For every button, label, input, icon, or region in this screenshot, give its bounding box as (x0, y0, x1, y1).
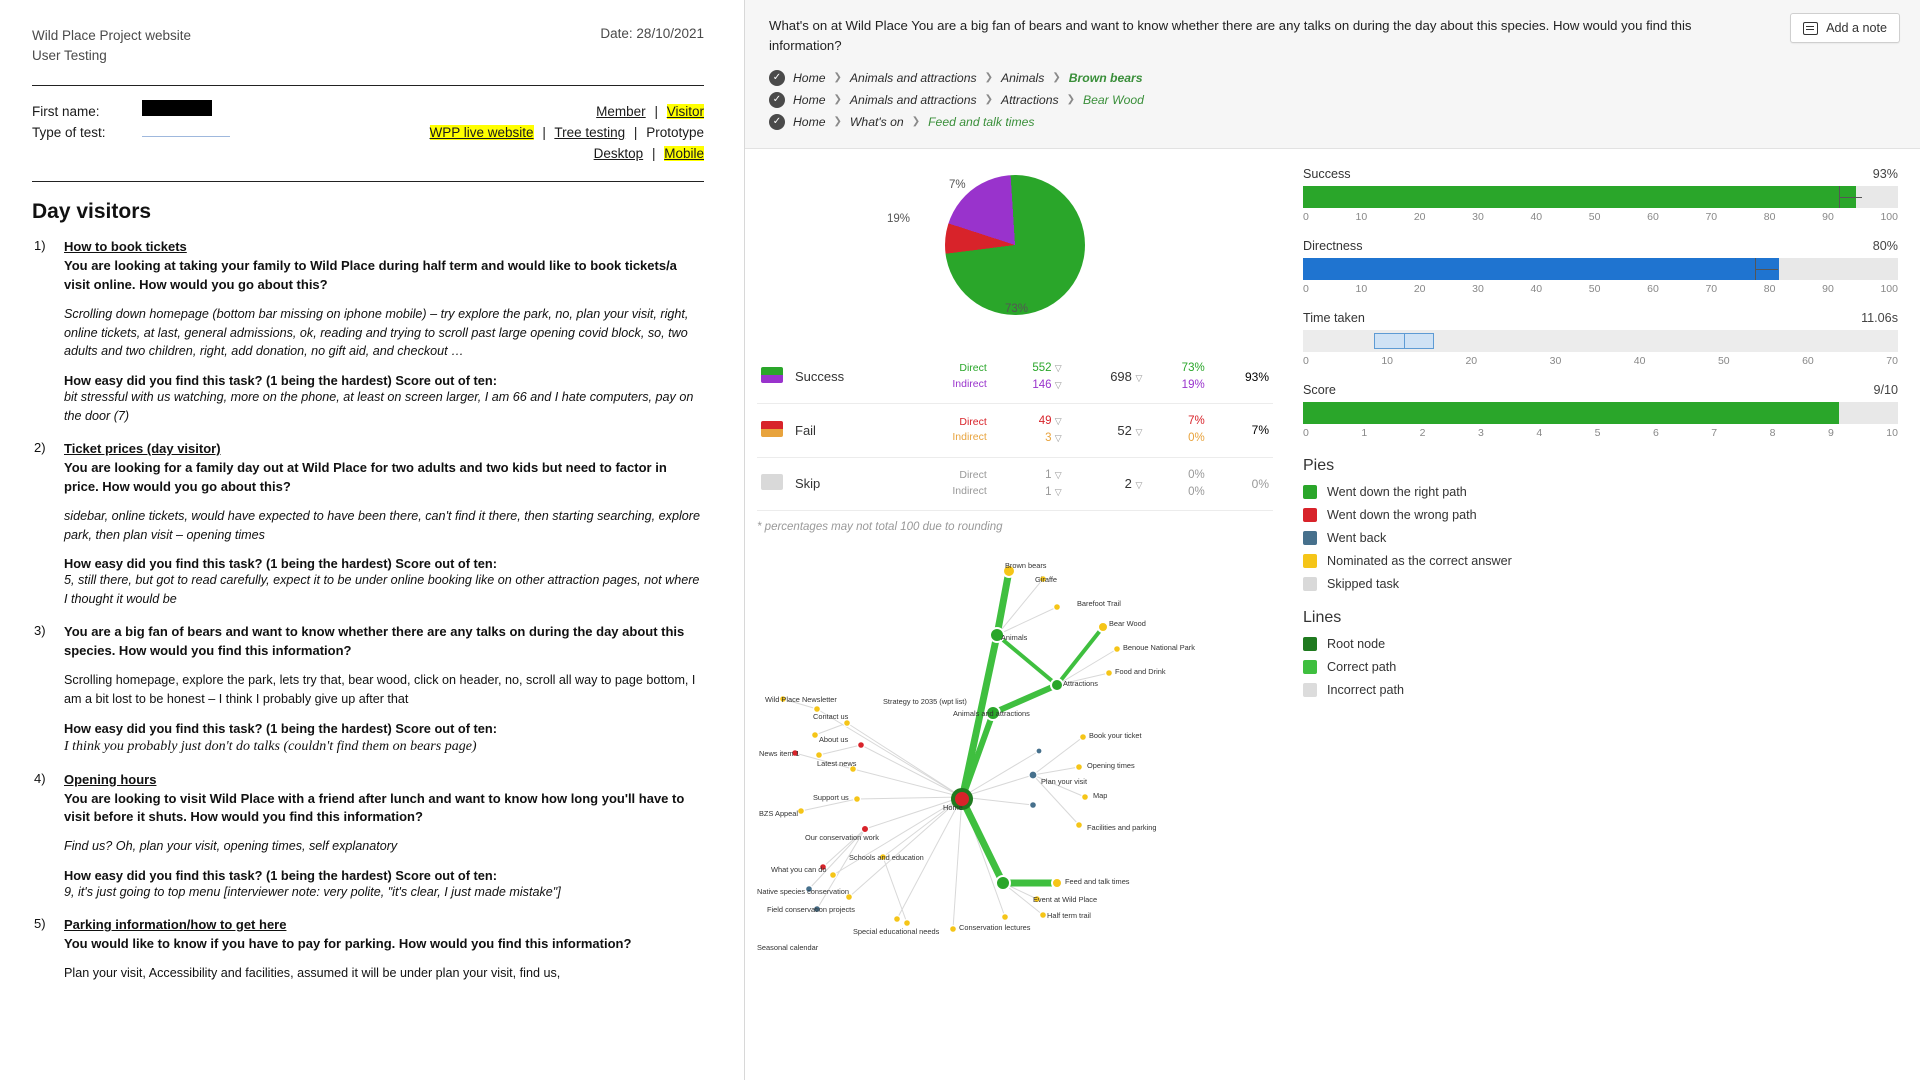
legend-label: Root node (1327, 636, 1386, 651)
task-number: 4) (34, 770, 46, 786)
crumb-home: Home (793, 92, 826, 107)
check-icon: ✓ (769, 70, 785, 86)
metric-bar-fill (1303, 258, 1779, 280)
metric-score (1303, 383, 1898, 439)
task-question: You would like to know if you have to pay for parking. How would you find this information? (64, 935, 632, 951)
legend-label: Went down the right path (1327, 484, 1467, 499)
axis-tick: 0 (1303, 282, 1309, 295)
axis-tick: 3 (1477, 426, 1484, 439)
first-name-label: First name: (32, 104, 100, 120)
document-subtitle: User Testing (32, 47, 107, 63)
document-header (32, 26, 704, 65)
axis-tick: 60 (1647, 282, 1659, 295)
legend-item (1303, 485, 1898, 499)
tree-node-label: Wild Place Newsletter (765, 695, 837, 705)
metric-bar-fill (1303, 186, 1856, 208)
crumb-level3: Attractions (1000, 92, 1059, 107)
tree-node-label: Support us (813, 793, 849, 803)
row-label: Skip (791, 457, 906, 511)
tree-node-label: News item 1 (759, 749, 800, 759)
tree-node-label: Animals and attractions (953, 709, 1030, 719)
legend-title-pies: Pies (1303, 456, 1335, 474)
crumb-destination: Brown bears (1068, 70, 1143, 85)
tree-node-label: Food and Drink (1115, 667, 1166, 677)
device-options (594, 146, 704, 161)
legend-label: Went down the wrong path (1327, 507, 1477, 522)
task-item (32, 771, 704, 902)
task-answer: Find us? Oh, plan your visit, opening times, self explanatory (64, 839, 398, 854)
tree-node-label: Facilities and parking (1087, 823, 1157, 833)
task-title-wrap (64, 440, 704, 497)
direct-label: Direct (959, 415, 987, 428)
axis-tick: 7 (1711, 426, 1718, 439)
tree-node-label: Our conservation work (805, 833, 879, 843)
axis-tick: 20 (1413, 210, 1426, 223)
total-count: 52 (1117, 422, 1132, 438)
direct-indirect-counts (991, 457, 1066, 511)
chevron-right-icon: ❯ (1066, 94, 1075, 106)
option-separator: | (651, 146, 656, 162)
direct-pct: 73% (1181, 361, 1205, 374)
axis-tick: 10 (1886, 426, 1898, 439)
total-count: 698 (1110, 369, 1132, 385)
task-ease-question: How easy did you find this task? (1 being the hardest) Score out of ten: (64, 373, 498, 389)
task-item (32, 916, 704, 983)
axis-tick: 100 (1880, 210, 1898, 223)
legend-item (1303, 683, 1898, 697)
option-mobile: Mobile (664, 146, 704, 162)
crumb-level2: Animals and attractions (849, 70, 977, 85)
document-date: Date: 28/10/2021 (600, 26, 704, 41)
direct-indirect-labels (906, 457, 991, 511)
percent-cell (1146, 351, 1208, 404)
axis-tick: 0 (1303, 354, 1309, 367)
task-answer: Scrolling down homepage (bottom bar missing on iphone mobile) – try explore the park, no, plan your visit, right, online tickets, at last, general admissions, ok, reading and trying to scroll past large opening covid block, so, two adults and two children, right, add donation, no gift aid, and checkout … (64, 306, 689, 359)
metric-axis (1303, 283, 1898, 295)
chevron-right-icon: ❯ (911, 116, 921, 128)
total-pct: 7% (1209, 404, 1273, 458)
metric-label: Directness (1303, 238, 1363, 253)
device-label-spacer (32, 146, 142, 161)
tree-node-label: Seasonal calendar (757, 943, 819, 953)
total-pct: 93% (1209, 351, 1273, 404)
tree-node-label: Native species conservation (757, 887, 850, 897)
metric-confidence-whisker (1755, 258, 1756, 280)
option-prototype: Prototype (646, 125, 704, 141)
option-member: Member (596, 104, 646, 120)
axis-tick: 10 (1355, 210, 1368, 223)
total-count-cell (1066, 404, 1147, 458)
legend-swatch-success (761, 367, 783, 383)
task-ease-question: How easy did you find this task? (1 being the hardest) Score out of ten: (64, 868, 498, 884)
metric-value: 80% (1872, 238, 1898, 253)
task-ease-answer: I think you probably just don't do talks (couldn't find them on bears page) (64, 738, 477, 754)
total-count-cell (1066, 457, 1147, 511)
direct-indirect-labels (906, 351, 991, 404)
tree-node-label: Attractions (1063, 679, 1098, 689)
tree-node-label: Feed and talk times (1065, 877, 1130, 887)
type-of-test-row (32, 125, 704, 140)
task-title-wrap (64, 771, 704, 828)
task-title-wrap (64, 238, 704, 295)
metric-bar (1303, 402, 1898, 424)
direct-label: Direct (959, 469, 987, 482)
type-of-test-label: Type of test: (32, 125, 106, 141)
legend-swatch-icon (1303, 660, 1317, 674)
tree-node-label: Special educational needs (853, 927, 940, 937)
indirect-label: Indirect (952, 431, 987, 444)
direct-indirect-labels (906, 404, 991, 458)
analysis-content (745, 149, 1920, 968)
legend-swatch-icon (1303, 577, 1317, 591)
note-icon (1803, 22, 1818, 35)
add-note-button[interactable] (1790, 13, 1900, 43)
axis-tick: 80 (1763, 282, 1776, 295)
filter-icon[interactable]: ▽ (1054, 486, 1062, 497)
task-item (32, 440, 704, 609)
total-count: 2 (1124, 476, 1132, 492)
option-wpp-live-website: WPP live website (429, 125, 534, 141)
table-row (757, 457, 1273, 511)
metric-axis (1303, 211, 1898, 223)
legend-label: Nominated as the correct answer (1327, 553, 1512, 568)
option-tree-testing: Tree testing (554, 125, 626, 141)
crumb-destination: Feed and talk times (928, 114, 1035, 129)
direct-pct: 7% (1188, 415, 1205, 428)
metric-time-taken (1303, 311, 1898, 367)
percent-cell (1146, 404, 1208, 458)
metric-label: Success (1303, 166, 1351, 181)
percent-cell (1146, 457, 1208, 511)
pie-label-wrong: 7% (949, 178, 966, 191)
filter-icon[interactable]: ▽ (1054, 416, 1062, 427)
indirect-pct: 0% (1188, 485, 1205, 498)
tree-node-label: Plan your visit (1041, 777, 1088, 787)
direct-indirect-counts (991, 404, 1066, 458)
task-question: You are looking to visit Wild Place with a friend after lunch and want to know how long you'll have to visit before it shuts. How would you find this information? (64, 790, 685, 825)
tree-node-label: Giraffe (1035, 575, 1058, 585)
axis-tick: 10 (1381, 354, 1393, 367)
legend-item (1303, 577, 1898, 591)
axis-tick: 0 (1303, 210, 1309, 223)
legend-item (1303, 508, 1898, 522)
tree-node-label: Home (943, 803, 963, 813)
indirect-count: 1 (1045, 485, 1052, 498)
axis-tick: 50 (1588, 210, 1601, 223)
legend-label: Incorrect path (1327, 682, 1405, 697)
row-label: Success (791, 351, 906, 404)
axis-tick: 30 (1472, 210, 1484, 223)
legend-swatch-icon (1303, 683, 1317, 697)
legend-label: Went back (1327, 530, 1387, 545)
legend-swatch-fail (761, 421, 783, 437)
direct-pct: 0% (1188, 468, 1205, 481)
crumb-level2: Animals and attractions (849, 92, 977, 107)
tree-node-label: Half term trail (1047, 911, 1091, 921)
direct-label: Direct (959, 362, 987, 375)
total-count-cell (1066, 351, 1147, 404)
direct-count: 552 (1032, 361, 1052, 374)
axis-tick: 10 (1355, 282, 1368, 295)
task-list (32, 238, 704, 982)
axis-tick: 5 (1594, 426, 1601, 439)
axis-tick: 100 (1880, 282, 1898, 295)
axis-tick: 40 (1530, 282, 1543, 295)
direct-count: 49 (1038, 415, 1052, 428)
axis-tick: 70 (1705, 210, 1718, 223)
task-ease-answer: bit stressful with us watching, more on the phone, at least on screen larger, I am 66 and I hate computers, pay on the door (7) (64, 390, 694, 424)
axis-tick: 20 (1413, 282, 1426, 295)
task-number: 5) (34, 915, 46, 931)
metric-success (1303, 167, 1898, 223)
chevron-right-icon: ❯ (833, 72, 842, 84)
metric-bar (1303, 186, 1898, 208)
axis-tick: 60 (1802, 354, 1814, 367)
indirect-label: Indirect (952, 484, 987, 497)
legend-item (1303, 660, 1898, 674)
path-row[interactable] (769, 70, 1896, 86)
membership-options (596, 104, 704, 119)
metric-label: Time taken (1303, 310, 1365, 325)
axis-tick: 80 (1763, 210, 1776, 223)
task-answer: Plan your visit, Accessibility and facilities, assumed it will be under plan your visit, find us, (64, 965, 561, 980)
task-number: 2) (34, 440, 46, 456)
tree-node-label: Event at Wild Place (1033, 895, 1098, 905)
task-item (32, 238, 704, 426)
metric-boxplot (1303, 330, 1898, 352)
tree-node-label: Bear Wood (1109, 619, 1146, 629)
filter-icon[interactable]: ▽ (1054, 379, 1062, 390)
filter-icon[interactable]: ▽ (1054, 433, 1062, 444)
metric-axis (1303, 427, 1898, 439)
tree-node-label: Barefoot Trail (1077, 599, 1121, 609)
axis-tick: 6 (1652, 426, 1659, 439)
crumb-level2: What's on (849, 114, 904, 129)
chevron-right-icon: ❯ (833, 116, 842, 128)
filter-icon[interactable]: ▽ (1135, 480, 1143, 491)
legend-swatch-icon (1303, 637, 1317, 651)
legend-swatch-icon (1303, 554, 1317, 568)
tree-node-label: Schools and education (849, 853, 924, 863)
tree-node-label: About us (819, 735, 849, 745)
tree-node-label: Strategy to 2035 (wpt list) (883, 697, 967, 707)
analysis-pane (745, 0, 1920, 1080)
metric-axis (1303, 355, 1898, 367)
indirect-count: 146 (1032, 378, 1052, 391)
metric-confidence-whisker (1839, 186, 1840, 208)
row-label: Fail (791, 404, 906, 458)
indirect-count: 3 (1045, 432, 1052, 445)
axis-tick: 90 (1822, 210, 1834, 223)
task-question: You are looking for a family day out at Wild Place for two adults and two kids but need to factor in price. How would you go about this? (64, 459, 667, 494)
task-answer: Scrolling homepage, explore the park, lets try that, bear wood, click on header, no, scroll all way to page bottom, I am a bit lost to be honest – I think I probably give up after that (64, 672, 696, 706)
total-pct: 0% (1209, 457, 1273, 511)
legend-swatch-icon (1303, 485, 1317, 499)
task-title-wrap (64, 916, 704, 954)
axis-tick: 8 (1769, 426, 1776, 439)
tree-node-label: Opening times (1087, 761, 1135, 771)
axis-tick: 50 (1588, 282, 1601, 295)
task-question: You are a big fan of bears and want to know whether there are any talks on during the day about this species. How would you find this information? (64, 624, 685, 659)
pie-label-right: 73% (1005, 302, 1029, 315)
task-number: 1) (34, 238, 46, 254)
axis-tick: 2 (1419, 426, 1426, 439)
redacted-name-field (142, 100, 212, 116)
task-prompt: What's on at Wild Place You are a big fan of bears and want to know whether there are any talks on during the day about this species. How would you find this information? (769, 18, 1692, 53)
results-column (745, 149, 1285, 968)
axis-tick: 30 (1549, 354, 1562, 367)
tree-node-label: What you can do (771, 865, 827, 875)
task-title: Parking information/how to get here (64, 916, 287, 932)
axis-tick: 1 (1361, 426, 1368, 439)
metric-directness (1303, 239, 1898, 295)
form-divider (32, 181, 704, 182)
tree-node-label: Animals (1001, 633, 1028, 643)
crumb-level3: Animals (1000, 70, 1045, 85)
pietree-svg (757, 537, 1297, 967)
metrics-column (1285, 149, 1920, 968)
legend-item (1303, 637, 1898, 651)
chevron-right-icon: ❯ (1052, 72, 1061, 84)
pie-label-indirect: 19% (887, 212, 911, 225)
option-separator: | (633, 125, 638, 141)
task-ease-question: How easy did you find this task? (1 being the hardest) Score out of ten: (64, 720, 498, 736)
path-row[interactable] (769, 114, 1896, 130)
axis-tick: 30 (1472, 282, 1484, 295)
option-separator: | (654, 104, 658, 120)
section-title: Day visitors (32, 200, 152, 224)
task-question: You are looking at taking your family to Wild Place during half term and would like to book tickets/a visit online. How would you go about this? (64, 257, 677, 292)
stats-footnote: * percentages may not total 100 due to rounding (757, 521, 1003, 534)
type-of-test-blank (142, 125, 230, 137)
axis-tick: 70 (1705, 282, 1718, 295)
axis-tick: 70 (1886, 354, 1898, 367)
task-ease-answer: 5, still there, but got to read carefully, expect it to be under online booking like on other attraction pages, not where I thought it would be (64, 573, 700, 607)
legend-item (1303, 554, 1898, 568)
legend-swatch-skip (761, 474, 783, 490)
metric-bar (1303, 258, 1898, 280)
filter-icon[interactable]: ▽ (1135, 426, 1143, 437)
tree-node-label: Field conservation projects (767, 905, 855, 915)
option-visitor: Visitor (666, 104, 704, 120)
document-title-block (32, 26, 191, 65)
option-separator: | (542, 125, 546, 141)
indirect-pct: 19% (1181, 378, 1205, 391)
test-type-options (430, 125, 704, 140)
axis-tick: 50 (1717, 354, 1730, 367)
task-ease-question: How easy did you find this task? (1 being the hardest) Score out of ten: (64, 556, 498, 572)
first-name-row (32, 100, 704, 119)
legend-title-lines: Lines (1303, 608, 1342, 626)
table-row (757, 351, 1273, 404)
filter-icon[interactable]: ▽ (1054, 362, 1062, 373)
table-row (757, 404, 1273, 458)
option-desktop: Desktop (593, 146, 644, 162)
legend-label: Correct path (1327, 659, 1397, 674)
document-pane (0, 0, 745, 1080)
tree-node-label: Benoue National Park (1123, 643, 1195, 653)
indirect-pct: 0% (1188, 432, 1205, 445)
tree-node-label: Brown bears (1005, 561, 1047, 571)
crumb-destination: Bear Wood (1082, 92, 1144, 107)
crumb-home: Home (793, 70, 826, 85)
axis-tick: 90 (1822, 282, 1834, 295)
results-pie-chart (757, 175, 1273, 345)
path-list (769, 70, 1896, 130)
check-icon: ✓ (769, 92, 785, 108)
task-answer: sidebar, online tickets, would have expected to have been there, can't find it there, then starting searching, explore park, then plan visit – opening times (64, 508, 700, 542)
axis-tick: 0 (1303, 426, 1309, 439)
axis-tick: 9 (1827, 426, 1834, 439)
filter-icon[interactable]: ▽ (1135, 373, 1143, 384)
tree-node-label: Contact us (813, 712, 849, 722)
direct-count: 1 (1045, 468, 1052, 481)
task-number: 3) (34, 623, 46, 639)
device-row (32, 146, 704, 161)
results-table (757, 351, 1273, 512)
legend-swatch-icon (1303, 508, 1317, 522)
legend-item (1303, 531, 1898, 545)
pie-graphic (945, 175, 1085, 315)
metric-value: 11.06s (1861, 310, 1898, 325)
axis-tick: 60 (1647, 210, 1659, 223)
chevron-right-icon: ❯ (984, 94, 993, 106)
tree-node-label: Conservation lectures (959, 923, 1031, 933)
task-title: How to book tickets (64, 239, 187, 255)
metric-value: 9/10 (1873, 382, 1898, 397)
boxplot-median (1404, 333, 1405, 349)
metric-value: 93% (1872, 166, 1898, 181)
pietree-diagram (757, 537, 1297, 967)
task-item (32, 623, 704, 756)
tree-node-label: BZS Appeal (759, 809, 799, 819)
direct-indirect-counts (991, 351, 1066, 404)
legend-swatch-icon (1303, 531, 1317, 545)
task-title: Opening hours (64, 771, 157, 787)
tree-node-label: Book your ticket (1089, 731, 1142, 741)
metric-label: Score (1303, 382, 1336, 397)
chevron-right-icon: ❯ (833, 94, 842, 106)
axis-tick: 4 (1536, 426, 1543, 439)
add-note-label: Add a note (1826, 21, 1887, 35)
header-divider (32, 85, 704, 86)
legend-label: Skipped task (1327, 576, 1400, 591)
indirect-label: Indirect (952, 377, 987, 390)
axis-tick: 40 (1633, 354, 1646, 367)
axis-tick: 20 (1465, 354, 1478, 367)
project-title: Wild Place Project website (32, 28, 192, 43)
metric-bar-fill (1303, 402, 1839, 424)
task-header (745, 0, 1920, 149)
tree-node-label: Latest news (817, 759, 857, 769)
task-title: Ticket prices (day visitor) (64, 441, 221, 457)
chevron-right-icon: ❯ (984, 72, 993, 84)
crumb-home: Home (793, 114, 826, 129)
check-icon: ✓ (769, 114, 785, 130)
path-row[interactable] (769, 92, 1896, 108)
axis-tick: 40 (1530, 210, 1543, 223)
tree-node-label: Map (1093, 791, 1108, 801)
task-ease-answer: 9, it's just going to top menu [interviewer note: very polite, "it's clear, I just made mistake"] (64, 885, 561, 900)
filter-icon[interactable]: ▽ (1054, 469, 1062, 480)
